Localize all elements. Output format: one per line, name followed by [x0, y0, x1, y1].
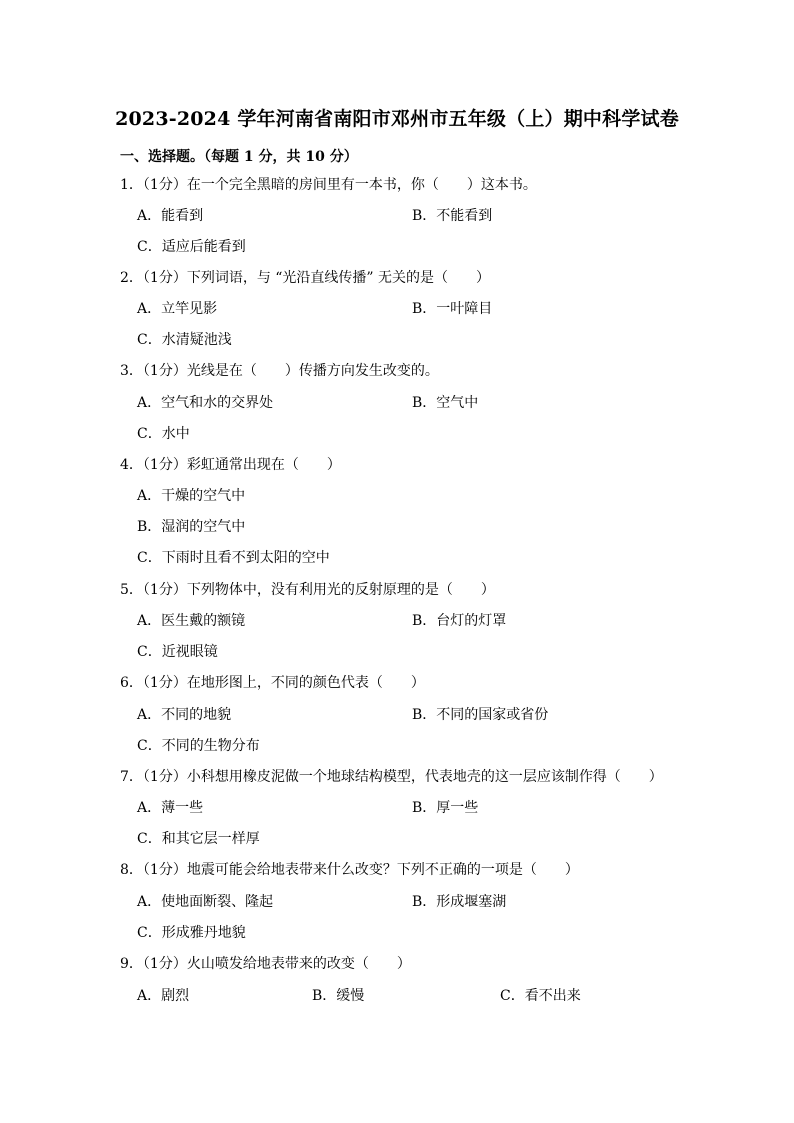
q9-option-b: B．缓慢: [312, 988, 365, 1004]
q2-option-a: A．立竿见影: [137, 301, 218, 317]
question-2: 2．（1分）下列词语，与 “光沿直线传播” 无关的是（ ）: [120, 270, 491, 286]
q7-option-c: C．和其它层一样厚: [137, 831, 260, 847]
question-8: 8．（1分）地震可能会给地表带来什么改变？下列不正确的一项是（ ）: [120, 862, 579, 878]
question-7: 7．（1分）小科想用橡皮泥做一个地球结构模型，代表地壳的这一层应该制作得（ ）: [120, 769, 663, 785]
q8-option-a: A．使地面断裂、隆起: [137, 894, 274, 910]
q7-option-b: B．厚一些: [412, 800, 479, 816]
q5-option-a: A．医生戴的额镜: [137, 613, 246, 629]
q1-option-c: C．适应后能看到: [137, 239, 246, 255]
q1-option-b: B．不能看到: [412, 208, 493, 224]
q7-option-a: A．薄一些: [137, 800, 204, 816]
q9-option-a: A．剧烈: [137, 988, 190, 1004]
question-3: 3．（1分）光线是在（ ）传播方向发生改变的。: [120, 363, 439, 379]
question-9: 9．（1分）火山喷发给地表带来的改变（ ）: [120, 956, 411, 972]
q8-option-c: C．形成雅丹地貌: [137, 925, 246, 941]
q4-option-a: A．干燥的空气中: [137, 488, 246, 504]
q5-option-b: B．台灯的灯罩: [412, 613, 507, 629]
q6-option-c: C．不同的生物分布: [137, 738, 260, 754]
q5-option-c: C．近视眼镜: [137, 644, 218, 660]
exam-title: 2023-2024 学年河南省南阳市邓州市五年级（上）期中科学试卷: [115, 108, 679, 130]
q3-option-b: B．空气中: [412, 395, 479, 411]
q3-option-c: C．水中: [137, 426, 190, 442]
question-4: 4．（1分）彩虹通常出现在（ ）: [120, 457, 341, 473]
q1-option-a: A．能看到: [137, 208, 204, 224]
q6-option-b: B．不同的国家或省份: [412, 707, 549, 723]
q2-option-c: C．水清疑池浅: [137, 332, 232, 348]
q4-option-c: C．下雨时且看不到太阳的空中: [137, 550, 330, 566]
question-6: 6．（1分）在地形图上，不同的颜色代表（ ）: [120, 675, 425, 691]
question-5: 5．（1分）下列物体中，没有利用光的反射原理的是（ ）: [120, 582, 495, 598]
q9-option-c: C．看不出来: [500, 988, 581, 1004]
q3-option-a: A．空气和水的交界处: [137, 395, 274, 411]
section-heading: 一、选择题。（每题 1 分，共 10 分）: [120, 149, 358, 165]
q6-option-a: A．不同的地貌: [137, 707, 232, 723]
q4-option-b: B．湿润的空气中: [137, 519, 246, 535]
q2-option-b: B．一叶障目: [412, 301, 493, 317]
q8-option-b: B．形成堰塞湖: [412, 894, 507, 910]
question-1: 1．（1分）在一个完全黑暗的房间里有一本书，你（ ）这本书。: [120, 177, 537, 193]
